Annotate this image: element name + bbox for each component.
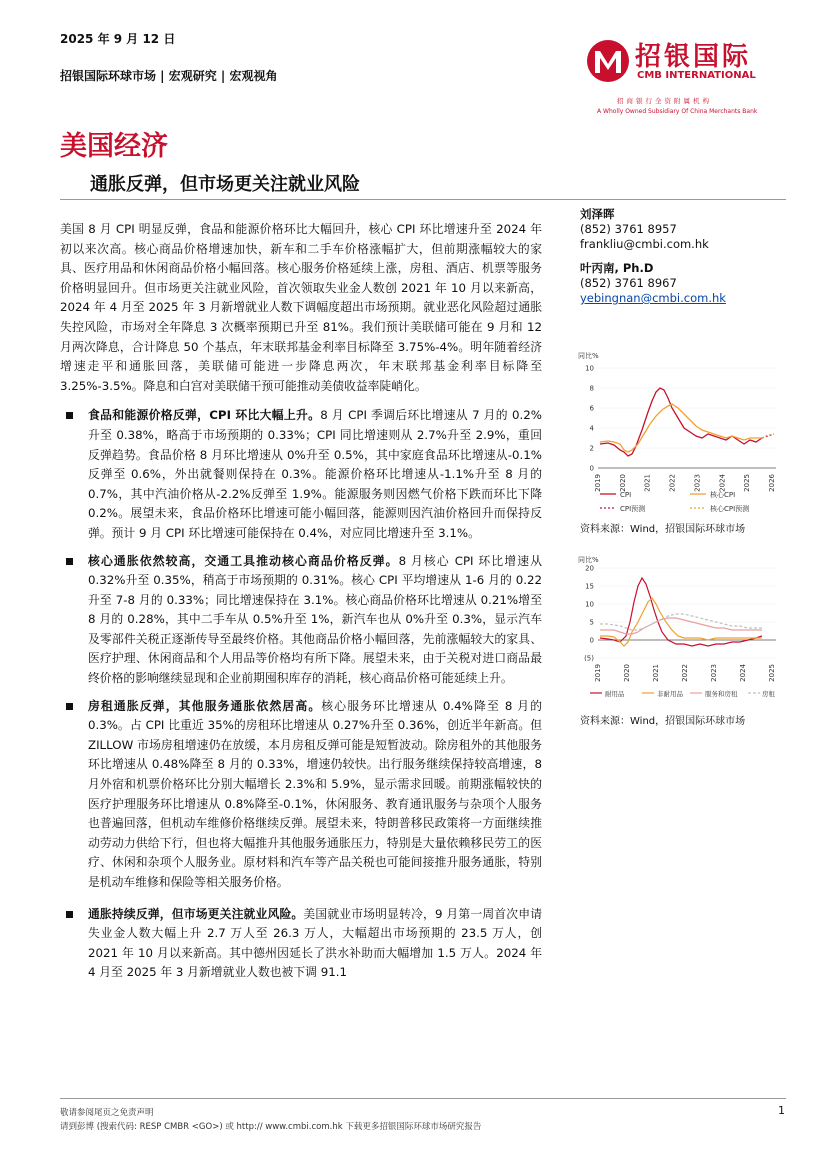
x-tick-label: 2025 bbox=[743, 474, 752, 492]
services-rent-series-line bbox=[600, 618, 762, 634]
company-logo bbox=[585, 34, 775, 124]
x-tick-label: 2020 bbox=[618, 474, 627, 492]
bullet-square-icon bbox=[66, 558, 73, 565]
analyst-phone: (852) 3761 8957 bbox=[580, 222, 677, 236]
cpi-line-chart bbox=[572, 346, 786, 516]
report-date: 2025 年 9 月 12 日 bbox=[60, 32, 176, 46]
core-cpi-forecast-line bbox=[762, 434, 774, 438]
x-tick-label: 2019 bbox=[594, 664, 602, 682]
bullet-square-icon bbox=[66, 703, 73, 710]
x-tick-label: 2024 bbox=[718, 474, 727, 492]
chart1-unit: 同比% bbox=[578, 352, 599, 360]
y-tick-label: 4 bbox=[589, 424, 594, 433]
analyst-email-link[interactable]: yebingnan@cmbi.com.hk bbox=[580, 291, 726, 305]
report-title: 美国经济 bbox=[60, 131, 168, 162]
intro-paragraph: 美国 8 月 CPI 明显反弹，食品和能源价格环比大幅回升，核心 CPI 环比增速升至 2024 年初以来次高。核心商品价格增速加快，新车和二手车价格涨幅扩大，但前期涨幅较大的家具、医疗用品和休闲商品价格小幅回落。核心服务价格延续上涨，房租、酒店、机票等服务价格明显回升。但市场更关注就业风险，首次领取失业金人数创 2021 年 10 月以来新高，2024 年 4 月至 2025 年 3 月新增就业人数下调幅度超出市场预期。就业恶化风险超过通胀失控风险，市场对全年降息 3 次概率预期已升至 81%。我们预计美联储可能在 9 月和 12 月两次降息，合计降息 50 个基点，年末联邦基金利率目标降至 3.75%-4%。明年随着经济增速走平和通胀回落，美联储可能进一步降息两次，年末联邦基金利率目标降至 3.25%-3.5%。降息和白宫对美联储干预可能推动美债收益率陡峭化。 bbox=[60, 222, 542, 393]
analyst-email[interactable]: frankliu@cmbi.com.hk bbox=[580, 237, 709, 251]
y-tick-label: 10 bbox=[585, 600, 594, 609]
legend-label: CPI预测 bbox=[620, 505, 646, 513]
x-tick-label: 2021 bbox=[652, 664, 660, 682]
y-tick-label: 10 bbox=[585, 364, 594, 373]
legend-label: CPI bbox=[620, 491, 632, 499]
y-tick-label: 20 bbox=[585, 564, 594, 573]
y-tick-label: 5 bbox=[589, 618, 594, 627]
y-tick-label: 6 bbox=[589, 404, 594, 413]
y-tick-label: 0 bbox=[589, 464, 594, 473]
logo-name-en: CMB INTERNATIONAL bbox=[637, 70, 756, 81]
footer-divider bbox=[60, 1098, 786, 1099]
x-tick-label: 2026 bbox=[768, 474, 776, 492]
logo-tagline-cn: 招商银行全资附属机构 bbox=[617, 97, 712, 105]
y-tick-label: 0 bbox=[589, 636, 594, 645]
bullet-lead: 通胀持续反弹，但市场更关注就业风险。 bbox=[88, 906, 304, 921]
x-tick-label: 2019 bbox=[594, 474, 602, 492]
x-tick-label: 2023 bbox=[710, 664, 718, 682]
bullet-item bbox=[60, 905, 542, 983]
x-tick-label: 2025 bbox=[768, 664, 776, 682]
y-tick-label: (5) bbox=[584, 654, 594, 663]
x-tick-label: 2024 bbox=[739, 664, 747, 682]
logo-name-cn: 招银国际 bbox=[635, 42, 752, 72]
analyst-phone: (852) 3761 8967 bbox=[580, 276, 677, 290]
logo-tagline-en: A Wholly Owned Subsidiary Of China Merchants Bank bbox=[597, 108, 758, 115]
x-tick-label: 2020 bbox=[623, 664, 631, 682]
bullet-text: 8 月 CPI 季调后环比增速从 7 月的 0.2%升至 0.38%，略高于市场预期的 0.33%；CPI 同比增速则从 2.7%升至 2.9%，重回反弹趋势。食品价格 8 月环比增速从 0%升至 0.5%，其中家庭食品环比增速从-0.1%反弹至 0.6%，外出就餐则保持在 0.3%。能源价格环比增速从-1.1%升至 8 月的 0.7%，其中汽油价格从-2.2%反弹至 1.9%。能源服务则因燃气价格下跌而环比下降 0.2%。展望未来，食品价格环比增速可能小幅回落，能源则因汽油价格回升而保持反弹。预计 9 月 CPI 环比增速可能保持在 0.4%，对应同比增速升至 3.1%。 bbox=[88, 408, 542, 540]
durables-series-line bbox=[600, 578, 762, 646]
bullet-item bbox=[60, 552, 542, 689]
bullet-square-icon bbox=[66, 911, 73, 918]
y-tick-label: 15 bbox=[585, 582, 594, 591]
analyst-name: 叶丙南, Ph.D bbox=[580, 261, 654, 275]
main-body bbox=[60, 220, 542, 983]
cpi-series-line bbox=[600, 388, 762, 456]
report-subtitle: 通胀反弹，但市场更关注就业风险 bbox=[90, 174, 360, 195]
x-tick-label: 2022 bbox=[681, 664, 689, 682]
y-tick-label: 2 bbox=[589, 444, 594, 453]
bullet-item bbox=[60, 697, 542, 893]
legend-label: 非耐用品 bbox=[657, 690, 683, 698]
chart2-unit: 同比% bbox=[578, 556, 599, 564]
bullet-lead: 食品和能源价格反弹，CPI 环比大幅上升。 bbox=[88, 408, 321, 423]
bullet-lead: 核心通胀依然较高，交通工具推动核心商品价格反弹。 bbox=[88, 553, 399, 568]
page-number: 1 bbox=[778, 1104, 785, 1117]
header-divider bbox=[60, 199, 786, 200]
chart2-legend bbox=[590, 689, 776, 698]
bullet-square-icon bbox=[66, 412, 73, 419]
legend-label: 房租 bbox=[762, 690, 775, 698]
bullet-text: 美国就业市场明显转冷，9 月第一周首次申请失业金人数大幅上升 2.7 万人至 26.3 万人，大幅超出市场预期的 23.5 万人，创 2021 年 10 月以来新高。其中德州因延长了洪水补助而大幅增加 1.5 万人。2024 年 4 月至 2025 年 3 月新增就业人数也被下调 91.1 bbox=[88, 906, 542, 980]
x-tick-label: 2022 bbox=[668, 474, 677, 492]
bullet-text: 8 月核心 CPI 环比增速从 0.32%升至 0.35%，稍高于市场预期的 0.31%。核心 CPI 平均增速从 1-6 月的 0.22 升至 7-8 月的 0.33%；同比增速保持在 3.1%。核心商品价格环比增速从 0.21%增至 8 月的 0.28%，其中二手车从 0.5%升至 1%，新汽车也从 0%升至 0.3%，显示汽车及零部件关税正逐渐传导至最终价格。其他商品价格小幅回落，先前涨幅较大的家具、医疗护理、休闲商品和个人用品等价格均有所下降。展望未来，由于关税对进口商品最终价格的影响继续显现和企业前期囤积库存的消耗，核心商品价格可能延续上升。 bbox=[88, 553, 542, 686]
legend-label: 耐用品 bbox=[605, 690, 625, 698]
legend-label: 服务和房租 bbox=[705, 690, 738, 698]
legend-label: 核心CPI bbox=[710, 491, 736, 499]
footer-disclaimer: 敬请参阅尾页之免责声明 bbox=[60, 1108, 154, 1118]
chart1-source: 资料来源：Wind，招银国际环球市场 bbox=[580, 524, 746, 535]
x-tick-label: 2023 bbox=[693, 474, 702, 492]
bullet-lead: 房租通胀反弹，其他服务通胀依然居高。 bbox=[88, 698, 322, 713]
analyst-name: 刘泽晖 bbox=[580, 207, 615, 221]
bullet-item bbox=[60, 406, 542, 543]
legend-label: 核心CPI预测 bbox=[710, 505, 750, 513]
chart2-source: 资料来源：Wind，招银国际环球市场 bbox=[580, 716, 746, 727]
y-tick-label: 8 bbox=[589, 384, 594, 393]
goods-services-line-chart bbox=[572, 552, 786, 702]
analyst-block bbox=[580, 207, 726, 306]
x-tick-label: 2021 bbox=[643, 474, 652, 492]
footer-subscribe: 请到彭博 (搜索代码: RESP CMBR <GO>) 或 http:// www.cmbi.com.hk 下载更多招银国际环球市场研究报告 bbox=[60, 1122, 482, 1132]
cmbi-logo-icon bbox=[585, 38, 631, 84]
bullet-text: 核心服务环比增速从 0.4%降至 8 月的 0.3%。占 CPI 比重近 35%的房租环比增速从 0.27%升至 0.36%，创近半年新高。但 ZILLOW 市场房租增速仍在放缓，本月房租反弹可能是短暂波动。除房租外的其他服务环比增速从 0.48%降至 8 月的 0.33%，增速仍较快。出行服务继续保持较高增速，8 月外宿和机票价格环比分别大幅增长 2.3%和 5.9%，显示需求回暖。前期涨幅较快的医疗护理服务环比增速从 0.8%降至-0.1%，休闲服务、教育通讯服务与杂项个人服务也普遍回落，但机动车维修价格继续反弹。展望未来，特朗普移民政策将一方面继续推动劳动力供给下行，但也将大幅推升其他服务通胀压力，特别是大量依赖移民劳工的医疗、休闲和杂项个人服务业。原材料和汽车等产品关税也可能间接推升服务通胀，特别是机动车维修和保险等相关服务价格。 bbox=[88, 698, 542, 889]
department-line: 招银国际环球市场 | 宏观研究 | 宏观视角 bbox=[60, 69, 278, 83]
chart1-legend bbox=[600, 490, 749, 513]
